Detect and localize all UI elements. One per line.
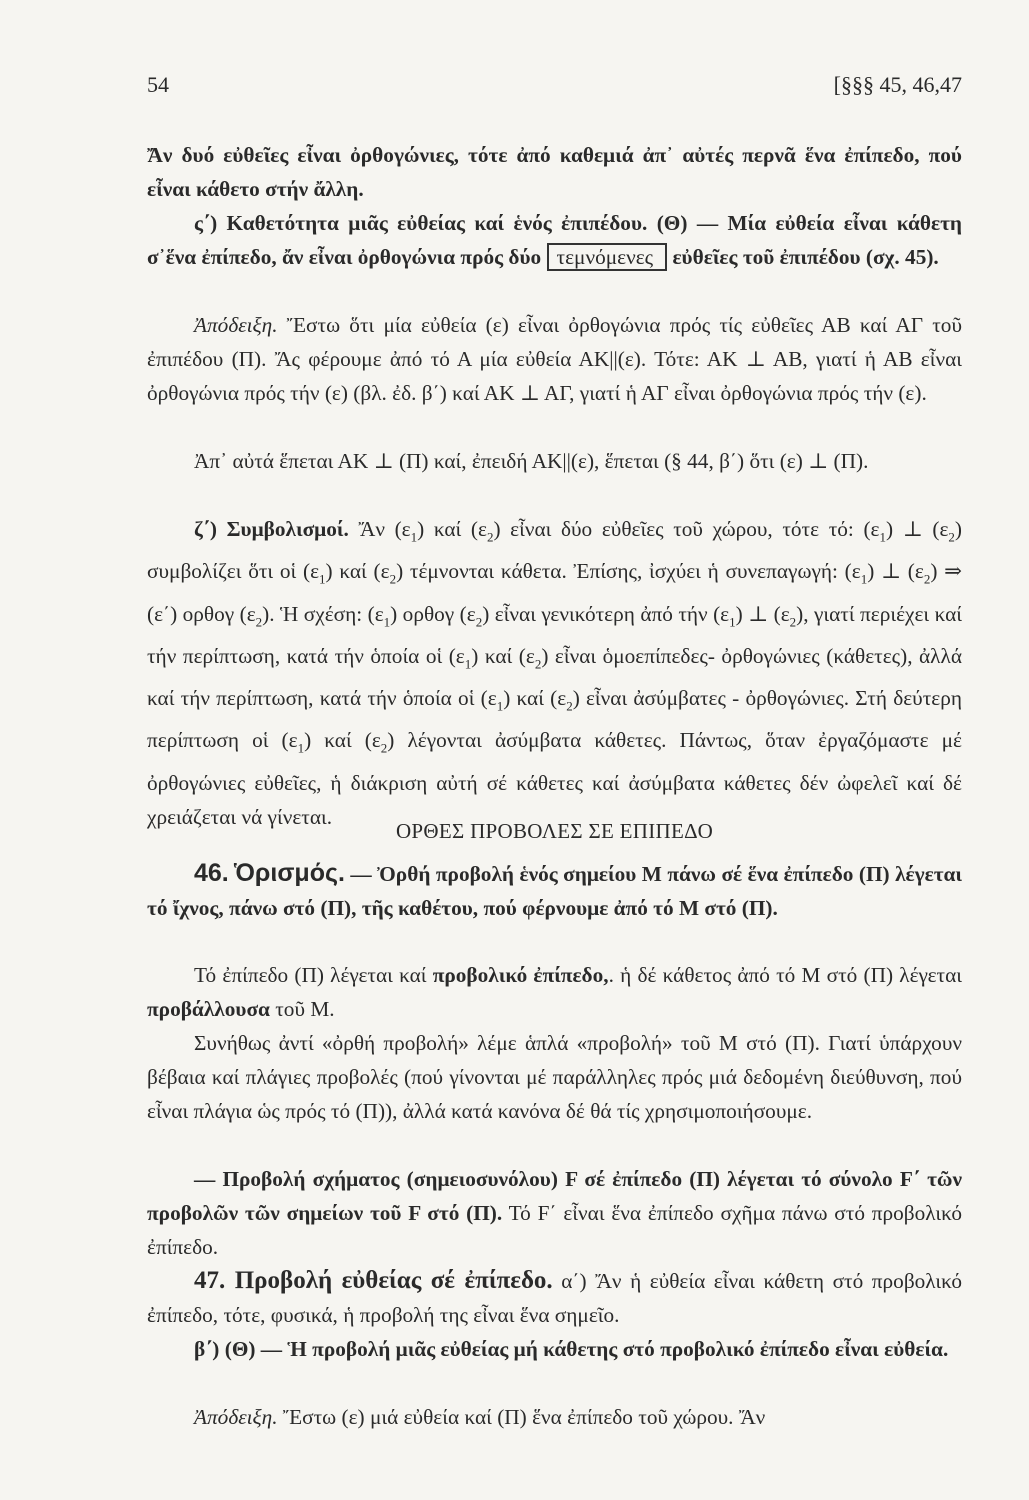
paragraph-figure-projection: — Προβολή σχήματος (σημειοσυνόλου) F σέ ἐπίπεδο (Π) λέγεται τό σύνολο F΄ τῶν προβολῶν τῶν σημείων τοῦ F στό (Π). Τό F΄ εἶναι ἕνα ἐπίπεδο σχῆμα πάνω στό προβολικό ἐπίπεδο. (147, 1167, 962, 1259)
page-number: 54 (147, 72, 169, 97)
paragraph-line-projection-47: 47. Προβολή εὐθείας σέ ἐπίπεδο. α΄) Ἄν ἡ εὐθεία εἶναι κάθετη στό προβολικό ἐπίπεδο, τότε, φυσικά, ἡ προβολή της εἶναι ἕνα σημεῖο. (147, 1267, 963, 1327)
proof-label: Ἀπόδειξη. (194, 313, 278, 337)
paragraph-definition-46 (147, 856, 962, 925)
page-header (147, 66, 962, 106)
definition-46: — Ὀρθή προβολή ἑνός σημείου Μ πάνω σέ ἕνα ἐπίπεδο (Π) λέγεται τό ἴχνος, πάνω στό (Π), τῆς καθέτου, πού φέρνουμε ἀπό τό Μ στό (Π). (147, 862, 963, 920)
paragraph-projective-plane: Τό ἐπίπεδο (Π) λέγεται καί προβολικό ἐπίπεδο,. ἡ δέ κάθετος ἀπό τό Μ στό (Π) λέγεται προβάλλουσα τοῦ Μ. (147, 963, 962, 1021)
section-title-47: 47. Προβολή εὐθείας σέ ἐπίπεδο. (194, 1267, 553, 1294)
section-reference: [§§§ 45, 46,47 (833, 72, 962, 97)
page (147, 66, 963, 1429)
paragraph-proof-1-conclusion: Ἀπ᾽ αὐτά ἕπεται ΑΚ ⊥ (Π) καί, ἐπειδή ΑΚ||(ε), ἕπεται (§ 44, β΄) ὅτι (ε) ⊥ (Π). (194, 449, 869, 473)
perpendicularity-theorem: ς΄) Καθετότητα μιᾶς εὐθείας καί ἑνός ἐπιπέδου. (Θ) — Μία εὐθεία εἶναι κάθετη σ᾽ἕνα ἐπίπεδο, ἄν εἶναι ὀρθογώνια πρός δύο (147, 211, 962, 269)
paragraph-perpendicularity (147, 206, 962, 274)
proof-text: Ἔστω ὅτι μία εὐθεία (ε) εἶναι ὀρθογώνια πρός τίς εὐθεῖες ΑΒ καί ΑΓ τοῦ ἐπιπέδου (Π). Ἄς φέρουμε ἀπό τό Α μία εὐθεία ΑΚ||(ε). Τότε: ΑΚ ⊥ ΑΒ, γιατί ἡ ΑΒ εἶναι ὀρθογώνια πρός τήν (ε) (βλ. ἐδ. β΄) καί ΑΚ ⊥ ΑΓ, γιατί ἡ ΑΓ εἶναι ὀρθογώνια πρός τήν (ε). (147, 313, 962, 405)
paragraph-oblique-projections: Συνήθως ἀντί «ὀρθή προβολή» λέμε ἁπλά «προβολή» τοῦ Μ στό (Π). Γιατί ὑπάρχουν βέβαια καί πλάγιες προβολές (πού γίνονται μέ παράλληλες πρός μιά δεδομένη διεύθυνση, πού εἶναι πλάγια ὡς πρός τό (Π)), ἀλλά κατά κανόνα δέ θά τίς χρησιμοποιήσουμε. (147, 1031, 962, 1123)
section-title-46: Ὁρισμός. (234, 859, 345, 887)
proof-text-2: Ἔστω (ε) μιά εὐθεία καί (Π) ἕνα ἐπίπεδο τοῦ χώρου. Ἄν (282, 1405, 766, 1429)
paragraph-proof-2 (147, 1400, 962, 1434)
paragraph-theorem-47b: β΄) (Θ) — Ἡ προβολή μιᾶς εὐθείας μή κάθετης στό προβολικό ἐπίπεδο εἶναι εὐθεία. (194, 1337, 949, 1361)
perpendicularity-theorem-end: εὐθεῖες τοῦ ἐπιπέδου (σχ. 45). (672, 245, 939, 269)
boxed-word: τεμνόμενες (547, 243, 668, 271)
paragraph-theorem-orthogonal: Ἄν δυό εὐθεῖες εἶναι ὀρθογώνιες, τότε ἀπό καθεμιά ἀπ᾽ αὐτές περνᾶ ἕνα ἐπίπεδο, πού εἶναι κάθετο στήν ἄλλη. (147, 143, 962, 201)
symbolism-label: ζ΄) Συμβολισμοί. (194, 517, 349, 541)
proof-label-2: Ἀπόδειξη. (194, 1405, 278, 1429)
paragraph-symbolism: ζ΄) Συμβολισμοί. Ἄν $(\varepsilon_1)$ καί $(\varepsilon_2)$ εἶναι δύο εὐθεῖες τοῦ χώρου, τότε τό: $(\varepsilon_1)$ ⊥ $(\varepsilon_2)$ συμβολίζει ὅτι οἱ $(\varepsilon_1)$ καί $(\varepsilon_2)$ τέμνονται κάθετα. Ἐπίσης, ἰσχύει ἡ συνεπαγωγή: $(\varepsilon_1)$ ⊥ $(\varepsilon_2)$ ⇒ (ε΄) ορθογ $(\varepsilon_2)$. Ἡ σχέση: $(\varepsilon_1)$ ορθογ $(\varepsilon_2)$ εἶναι γενικότερη ἀπό τήν $(\varepsilon_1)$ ⊥ $(\varepsilon_2)$, γιατί περιέχει καί τήν περίπτωση, κατά τήν ὁποία οἱ $(\varepsilon_1)$ καί $(\varepsilon_2)$ εἶναι ὁμοεπίπεδες- ὀρθογώνιες (κάθετες), ἀλλά καί τήν περίπτωση, κατά τήν ὁποία οἱ $(\varepsilon_1)$ καί $(\varepsilon_2)$ εἶναι ἀσύμβατες - ὀρθογώνιες. Στή δεύτερη περίπτωση οἱ $(\varepsilon_1)$ καί $(\varepsilon_2)$ λέγονται ἀσύμβατα κάθετες. Πάντως, ὅταν ἐργαζόμαστε μέ ὀρθογώνιες εὐθεῖες, ἡ διάκριση αὐτή σέ κάθετες καί ἀσύμβατα κάθετες δέν ὠφελεῖ καί δέ χρειάζεται νά γίνεται. (147, 517, 963, 829)
section-number-46: 46. (194, 859, 229, 887)
section-heading: ΟΡΘΕΣ ΠΡΟΒΟΛΕΣ ΣΕ ΕΠΙΠΕΔΟ (395, 819, 714, 843)
paragraph-proof-1 (147, 308, 962, 410)
